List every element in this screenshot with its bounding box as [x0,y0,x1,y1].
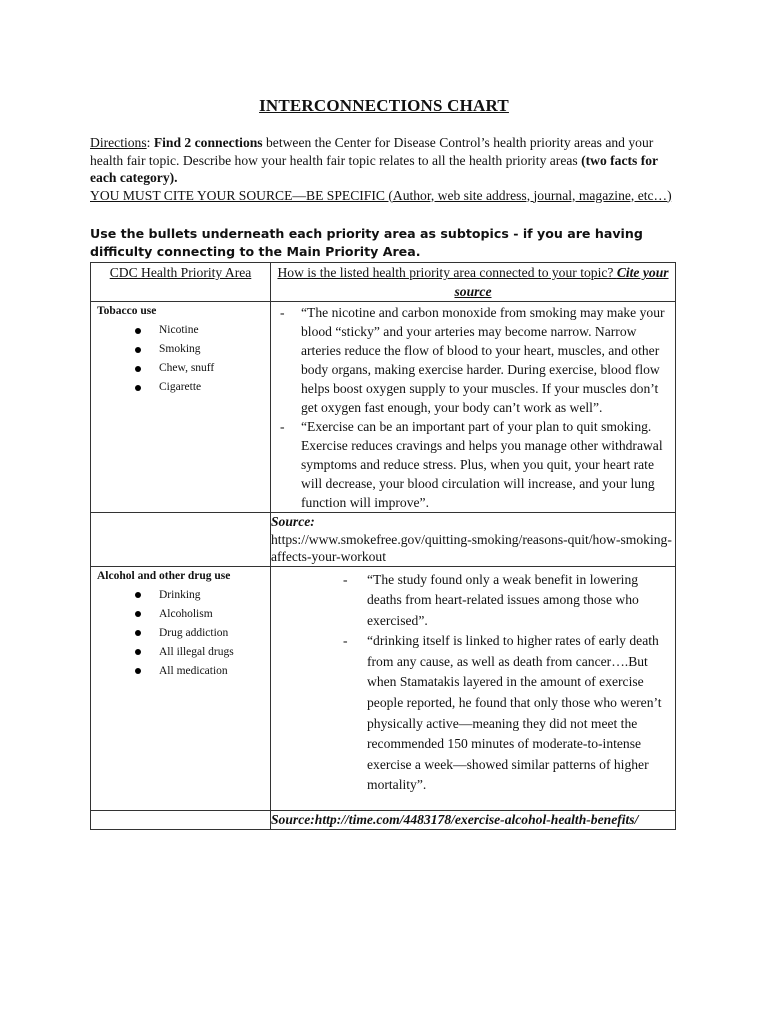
alcohol-connections [271,567,675,811]
list-item: Smoking [131,340,270,359]
list-item: Chew, snuff [131,359,270,378]
connection-fact: - “The study found only a weak benefit in lowering deaths from heart-related issues among those who exercised”. [367,570,671,632]
header-connection [271,263,676,302]
interconnections-table [90,262,676,830]
directions-paragraph [90,134,675,204]
alcohol-connection-cell [271,566,676,811]
tobacco-source-empty-cell [91,513,271,567]
table-row-tobacco-source [91,513,676,567]
tobacco-source-url: https://www.smokefree.gov/quitting-smoking/reasons-quit/how-smoking-affects-your-workout [271,531,672,564]
tobacco-source-label: Source: [271,514,315,529]
directions-bold-facts: (two facts for each category). [90,152,658,185]
directions-colon: : [146,135,154,150]
header-cdc-area [91,263,271,302]
list-item: Nicotine [131,321,270,340]
tobacco-area-cell [91,302,271,513]
bullets-note: Use the bullets underneath each priority area as subtopics - if you are having difficulty connecting to the Main Priority Area. [90,226,643,259]
directions-label: Directions [90,135,147,150]
tobacco-connections [271,302,675,512]
tobacco-source-cell [271,513,676,567]
alcohol-source-empty-cell [91,811,271,830]
alcohol-source-url: Source:http://time.com/4483178/exercise-alcohol-health-benefits/ [271,812,639,828]
alcohol-source-cell [271,811,676,830]
connection-fact: - “The nicotine and carbon monoxide from smoking may make your blood “sticky” and your arteries may become narrow. Narrow arteries reduce the flow of blood to your heart, muscles, and other body organs, making exercise harder. During exercise, blood flow helps boost oxygen supply to your muscles. If your muscles don’t get oxygen fast enough, your body can’t work as well”. [301,303,671,417]
page-title: INTERCONNECTIONS CHART [259,96,509,115]
table-row-tobacco [91,302,676,513]
tobacco-subtopics [91,321,270,397]
header-cite-source: Cite your source [454,265,669,299]
tobacco-area-title: Tobacco use [97,305,157,317]
tobacco-connection-cell [271,302,676,513]
table-header-row [91,263,676,302]
header-connection-text: How is the listed health priority area connected to your topic? [277,265,617,280]
directions-text: between the Center for Disease Control’s health priority areas and your health fair topic. Describe how your health fair topic relates to all the health priority areas [90,135,654,168]
list-item: Drinking [131,586,270,605]
alcohol-subtopics [91,586,270,681]
table-row-alcohol-source [91,811,676,830]
list-item: All illegal drugs [131,643,270,662]
connection-fact: - “drinking itself is linked to higher rates of early death from any cause, as well as death from cancer….But when Stamatakis layered in the amount of exercise people reported, he found that only those who weren’t physically active—meaning they did not meet the recommended 150 minutes of moderate-to-intense exercise a week—showed similar patterns of higher mortality”. [367,631,671,796]
header-cdc-area-text: CDC Health Priority Area [109,265,252,280]
table-row-alcohol [91,566,676,811]
cite-source-instruction: YOU MUST CITE YOUR SOURCE—BE SPECIFIC (Author, web site address, journal, magazine, etc…) [90,187,672,203]
directions-bold-find: Find 2 connections [153,135,263,150]
connection-fact: - “Exercise can be an important part of your plan to quit smoking. Exercise reduces cravings and helps you manage other withdrawal symptoms and reduce stress. Plus, when you quit, your heart rate will decrease, your blood circulation will increase, and your lung function will improve”. [301,417,671,512]
list-item: Drug addiction [131,624,270,643]
list-item: All medication [131,662,270,681]
list-item: Cigarette [131,378,270,397]
alcohol-area-title: Alcohol and other drug use [97,569,231,582]
list-item: Alcoholism [131,605,270,624]
alcohol-area-cell [91,566,271,811]
